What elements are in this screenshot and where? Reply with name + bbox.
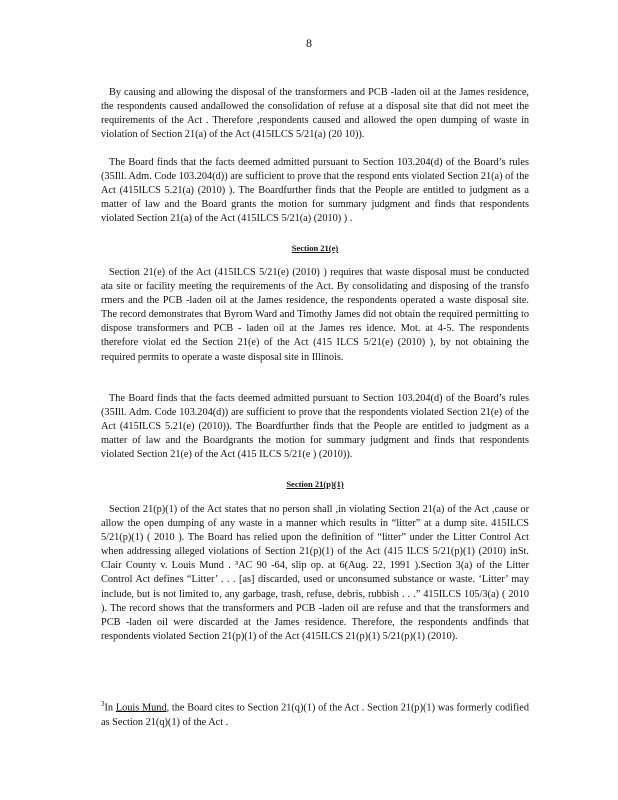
paragraph-board-finding-21e: The Board finds that the facts deemed admitted pursuant to Section 103.204(d) of the Board’s rules (35Ill. Adm. Code 103.204(d)) are sufficient to prove that the respondents violated Section 21(e) of the Act (415ILCS 5.21(e) (2010)). The Boardfurther finds that the People are entitled to judgment as a matter of law and the Boardgrants the motion for summary judgment and finds that respondents violated Section 21(e) of the Act (415 ILCS 5/21(e ) (2010)).: [101, 393, 529, 461]
footnote: [101, 697, 529, 730]
page-number: 8: [306, 36, 312, 50]
footnote-text: , the Board cites to Section 21(q)(1) of the Act . Section 21(p)(1) was formerly codified as Section 21(q)(1) of the Act .: [101, 702, 529, 728]
paragraph-board-finding-21a: The Board finds that the facts deemed admitted pursuant to Section 103.204(d) of the Board’s rules (35Ill. Adm. Code 103.204(d)) are sufficient to prove that the respond ents violated Section 21(a) of the Act (415ILCS 5.21(a) (2010) ). The Boardfurther finds that the People are entitled to judgment as a matter of law and the Board grants the motion for summary judgment and finds that respondents violated Section 21(a) of the Act (415ILCS 5/21(a) (2010) ) .: [101, 157, 529, 225]
footnote-case-name: Louis Mund: [115, 702, 167, 714]
paragraph-section-21p1: Section 21(p)(1) of the Act states that no person shall ,in violating Section 21(a) of the Act ,cause or allow the open dumping of any waste in a manner which results in “litter” at a dump site. 415ILCS 5/21(p)(1) ( 2010 ). The Board has relied upon the definition of “litter” under the Litter Control Act when addressing alleged violations of Section 21(p)(1) of the Act (415 ILCS 5/21(p)(1) (2010) inSt. Clair County v. Louis Mund . ³AC 90 -64, slip op. at 6(Aug. 22, 1991 ).Section 3(a) of the Litter Control Act defines “Litter’ . . . [as] discarded, used or unconsumed substance or waste. ‘Litter’ may include, but is not limited to, any garbage, trash, refuse, debris, rubbish . . .” 415ILCS 105/3(a) ( 2010 ). The record shows that the transformers and PCB -laden oil are refuse and that the transformers and PCB -laden oil were discarded at the James residence. Therefore, the respondents andfinds that respondents violated Section 21(p)(1) of the Act (415ILCS 21(p)(1) 5/21(p)(1) (2010).: [101, 504, 529, 642]
paragraph-section-21e: Section 21(e) of the Act (415ILCS 5/21(e) (2010) ) requires that waste disposal must be conducted ata site or facility meeting the requirements of the Act. By consolidating and disposing of the transfo rmers and the PCB -laden oil at the James residence, the respondents operated a waste disposal site. The record demonstrates that Byrom Ward and Timothy James did not obtain the required permitting to dispose transformers and PCB - laden oil at the James res idence. Mot. at 4-5. The respondents therefore violat ed the Section 21(e) of the Act (415 ILCS 5/21(e) (2010) ), by not obtaining the required permits to operate a waste disposal site in Illinois.: [101, 267, 529, 363]
paragraph-section-21a-conclusion: By causing and allowing the disposal of the transformers and PCB -laden oil at the James residence, the respondents caused andallowed the consolidation of refuse at a disposal site that did not meet the requirements of the Act . Therefore ,respondents caused and allowed the open dumping of waste in violation of Section 21(a) of the Act (415ILCS 5/21(a) (20 10)).: [101, 87, 529, 141]
footnote-marker: 3: [101, 700, 105, 708]
section-heading-21e: Section 21(e): [291, 243, 339, 253]
section-heading-21p1: Section 21(p)(1): [286, 479, 344, 489]
footnote-prefix: In: [104, 702, 116, 714]
